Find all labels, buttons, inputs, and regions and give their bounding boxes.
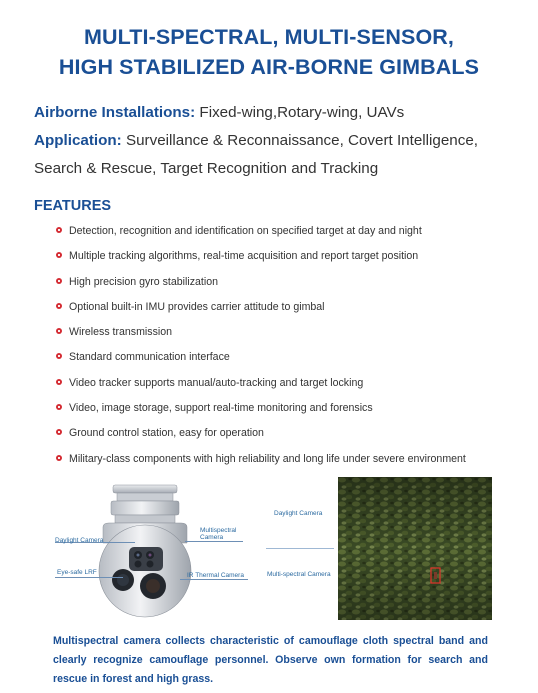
gimbal-image [55,483,255,618]
ir-thermal-camera-label: IR Thermal Camera [187,572,244,579]
feature-item: Multiple tracking algorithms, real-time acquisition and report target position [56,247,466,272]
bullet-icon [56,404,62,410]
multispectral-camera-label: Multispectral Camera [200,527,237,541]
daylight-camera-label: Daylight Camera [55,537,104,544]
bullet-icon [56,227,62,233]
middle-daylight-label: Daylight Camera [274,510,323,517]
application-line-1 [34,132,514,149]
features-list [56,222,466,475]
feature-item: Wireless transmission [56,323,466,348]
bullet-icon [56,455,62,461]
bullet-icon [56,278,62,284]
callout-line [55,577,123,578]
eye-safe-lrf-label: Eye-safe LRF [57,569,97,576]
title-line-1: MULTI-SPECTRAL, MULTI-SENSOR, [84,25,454,49]
bullet-icon [56,353,62,359]
middle-divider [266,548,334,549]
feature-item: Ground control station, easy for operation [56,424,466,449]
feature-item: Optional built-in IMU provides carrier attitude to gimbal [56,298,466,323]
bullet-icon [56,328,62,334]
figure-caption: Multispectral camera collects characteristic of camouflage cloth spectral band and clearly recognize camouflage personnel. Observe own formation for search and rescue in forest and high grass. [53,635,488,685]
application-label: Application: [34,132,122,149]
application-value-1: Surveillance & Reconnaissance, Covert Intelligence, [125,132,479,149]
feature-item: High precision gyro stabilization [56,273,466,298]
forest-camera-image [338,477,492,620]
bullet-icon [56,379,62,385]
bullet-icon [56,429,62,435]
feature-item: Video, image storage, support real-time monitoring and forensics [56,399,466,424]
forest-scene [338,477,492,620]
installations-line [34,104,514,121]
gimbal-illustration [55,483,255,618]
installations-value: Fixed-wing,Rotary-wing, UAVs [199,104,405,121]
callout-line [180,579,248,580]
page-title [0,22,538,82]
middle-multispectral-label: Multi-spectral Camera [267,571,331,578]
title-line-2: HIGH STABILIZED AIR-BORNE GIMBALS [58,55,480,79]
bullet-icon [56,303,62,309]
bullet-icon [56,252,62,258]
features-heading: FEATURES [34,198,112,214]
feature-item: Detection, recognition and identification on specified target at day and night [56,222,466,247]
application-line-2 [34,160,514,177]
feature-item: Video tracker supports manual/auto-tracking and target locking [56,374,466,399]
application-value-2: Search & Rescue, Target Recognition and Tracking [34,160,379,177]
installations-label: Airborne Installations: [34,104,196,121]
callout-line [185,541,243,542]
feature-item: Military-class components with high reliability and long life under severe environment [56,450,466,475]
feature-item: Standard communication interface [56,348,466,373]
